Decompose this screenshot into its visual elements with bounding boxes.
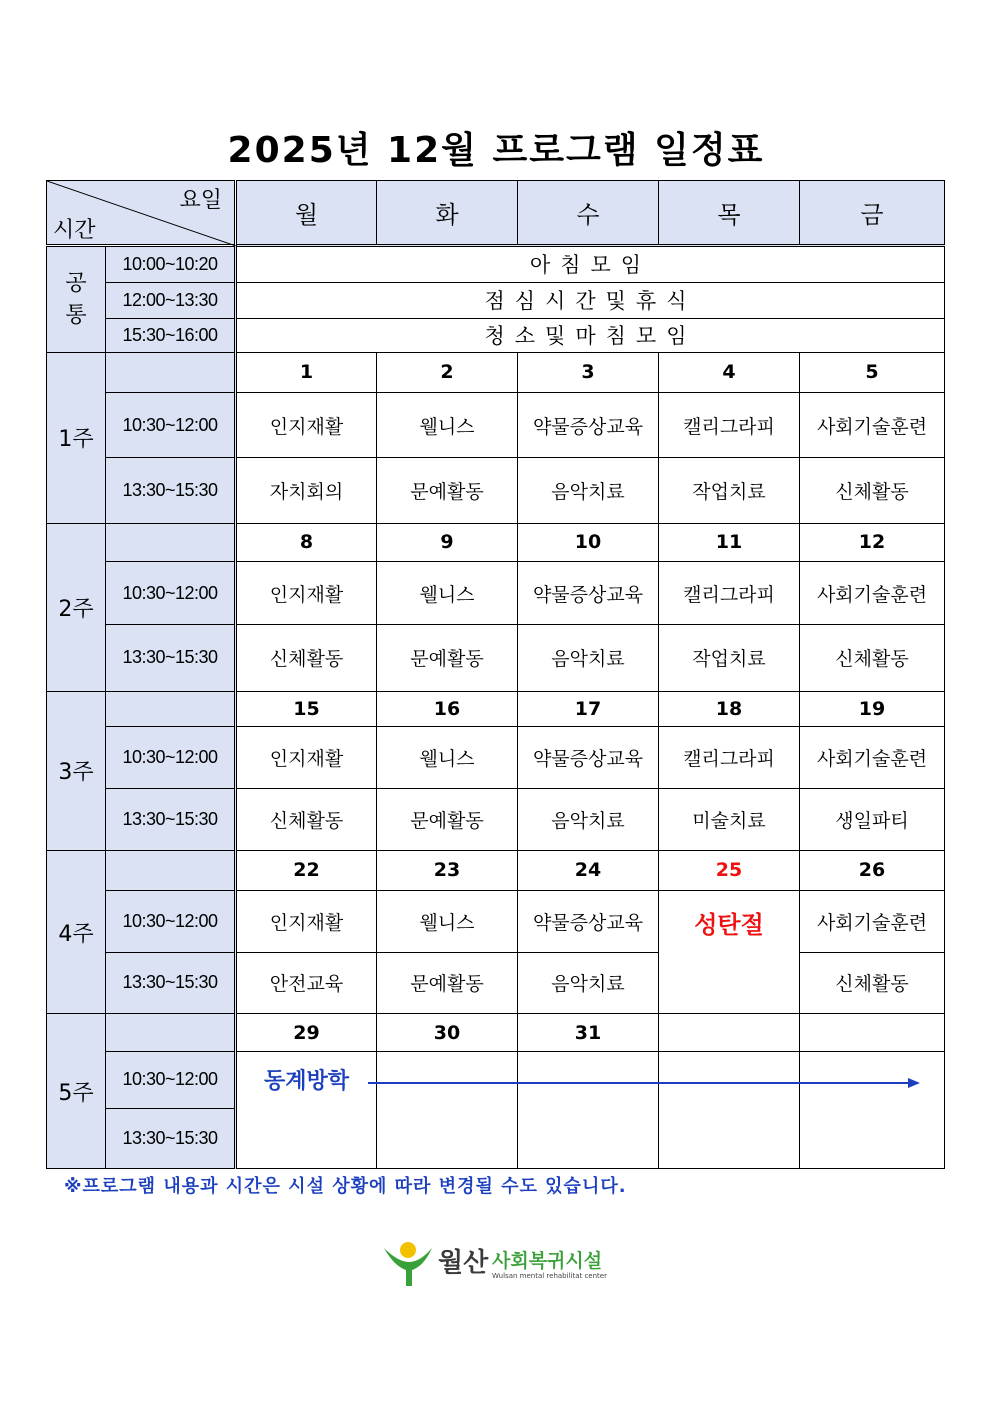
program-cell: 안전교육: [236, 952, 377, 1013]
program-cell: 웰니스: [377, 890, 518, 952]
common-activity: 아침모임: [236, 246, 945, 282]
day-header-mon: 월: [236, 181, 377, 246]
vacation-cell: [236, 1052, 377, 1169]
program-cell: 웰니스: [377, 393, 518, 458]
slot-time: 13:30~15:30: [106, 789, 236, 851]
program-cell: 사회기술훈련: [800, 726, 945, 788]
date-cell: 23: [377, 851, 518, 890]
program-cell: 신체활동: [800, 625, 945, 691]
program-cell: 신체활동: [800, 952, 945, 1013]
empty-cell: [518, 1052, 659, 1169]
empty-cell: [659, 1052, 800, 1169]
date-cell: 8: [236, 523, 377, 561]
program-cell: 음악치료: [518, 789, 659, 851]
date-cell: 16: [377, 691, 518, 726]
facility-logo: [380, 1240, 620, 1288]
program-cell: 신체활동: [800, 458, 945, 523]
program-cell: 생일파티: [800, 789, 945, 851]
common-time: 10:00~10:20: [106, 246, 236, 282]
common-activity: 점심시간및휴식: [236, 282, 945, 318]
date-cell: 4: [659, 352, 800, 392]
program-cell: 작업치료: [659, 458, 800, 523]
date-cell: 15: [236, 691, 377, 726]
date-cell: 11: [659, 523, 800, 561]
slot-time: 10:30~12:00: [106, 561, 236, 624]
slot-time: 10:30~12:00: [106, 1052, 236, 1108]
date-cell: 17: [518, 691, 659, 726]
date-cell: 24: [518, 851, 659, 890]
slot-time: 13:30~15:30: [106, 1108, 236, 1168]
program-cell: 인지재활: [236, 561, 377, 624]
empty-cell: [800, 1052, 945, 1169]
common-time: 12:00~13:30: [106, 282, 236, 318]
day-header-tue: 화: [377, 181, 518, 246]
program-cell: 음악치료: [518, 625, 659, 691]
date-row-blank: [106, 523, 236, 561]
corner-day-label: 요일: [179, 188, 222, 213]
date-row-blank: [106, 851, 236, 890]
program-cell: 웰니스: [377, 561, 518, 624]
day-header-thu: 목: [659, 181, 800, 246]
holiday-cell: 성탄절: [659, 890, 800, 1014]
common-time: 15:30~16:00: [106, 318, 236, 352]
logo-english: Wulsan mental rehabilitat center: [492, 1272, 607, 1280]
program-cell: 약물증상교육: [518, 726, 659, 788]
program-cell: 미술치료: [659, 789, 800, 851]
date-cell: 29: [236, 1014, 377, 1052]
program-cell: 작업치료: [659, 625, 800, 691]
logo-name: 월산: [438, 1248, 489, 1278]
program-cell: 음악치료: [518, 952, 659, 1013]
program-cell: 문예활동: [377, 625, 518, 691]
common-activity: 청소및마침모임: [236, 318, 945, 352]
slot-time: 13:30~15:30: [106, 458, 236, 523]
program-cell: 캘리그라피: [659, 726, 800, 788]
date-cell: 30: [377, 1014, 518, 1052]
program-cell: 약물증상교육: [518, 890, 659, 952]
week-label: 2주: [47, 523, 106, 691]
logo-subtitle: 사회복귀시설: [492, 1250, 603, 1272]
slot-time: 10:30~12:00: [106, 393, 236, 458]
corner-header: [47, 181, 236, 246]
date-cell: 2: [377, 352, 518, 392]
slot-time: 10:30~12:00: [106, 726, 236, 788]
date-cell: [659, 1014, 800, 1052]
day-header-fri: 금: [800, 181, 945, 246]
date-cell: 9: [377, 523, 518, 561]
program-cell: 문예활동: [377, 789, 518, 851]
date-cell: 31: [518, 1014, 659, 1052]
program-cell: 약물증상교육: [518, 561, 659, 624]
program-cell: 사회기술훈련: [800, 561, 945, 624]
program-cell: 신체활동: [236, 625, 377, 691]
logo-mark-icon: [380, 1240, 436, 1288]
program-cell: 신체활동: [236, 789, 377, 851]
date-row-blank: [106, 1014, 236, 1052]
program-cell: 약물증상교육: [518, 393, 659, 458]
week-label: 4주: [47, 851, 106, 1014]
program-cell: 캘리그라피: [659, 561, 800, 624]
date-cell: 10: [518, 523, 659, 561]
program-cell: 문예활동: [377, 458, 518, 523]
program-cell: 인지재활: [236, 726, 377, 788]
schedule-table: [46, 180, 945, 1169]
date-cell: [800, 1014, 945, 1052]
slot-time: 10:30~12:00: [106, 890, 236, 952]
date-cell: 19: [800, 691, 945, 726]
date-cell: 22: [236, 851, 377, 890]
date-row-blank: [106, 352, 236, 392]
program-cell: 자치회의: [236, 458, 377, 523]
date-cell: 1: [236, 352, 377, 392]
common-label: 공 통: [47, 246, 106, 353]
program-cell: 사회기술훈련: [800, 393, 945, 458]
date-cell: 18: [659, 691, 800, 726]
program-cell: 문예활동: [377, 952, 518, 1013]
empty-cell: [377, 1052, 518, 1169]
program-cell: 웰니스: [377, 726, 518, 788]
date-cell: 3: [518, 352, 659, 392]
slot-time: 13:30~15:30: [106, 625, 236, 691]
date-cell: 12: [800, 523, 945, 561]
vacation-label: 동계방학: [263, 1069, 349, 1095]
day-header-wed: 수: [518, 181, 659, 246]
program-cell: 인지재활: [236, 890, 377, 952]
program-cell: 캘리그라피: [659, 393, 800, 458]
date-row-blank: [106, 691, 236, 726]
corner-time-label: 시간: [53, 218, 96, 244]
program-cell: 사회기술훈련: [800, 890, 945, 952]
date-cell: 5: [800, 352, 945, 392]
date-cell-holiday: 25: [659, 851, 800, 890]
week-label: 1주: [47, 352, 106, 523]
week-label: 5주: [47, 1014, 106, 1169]
slot-time: 13:30~15:30: [106, 952, 236, 1013]
program-cell: 음악치료: [518, 458, 659, 523]
page-title: 2025년 12월 프로그램 일정표: [227, 130, 765, 171]
footnote: ※프로그램 내용과 시간은 시설 상황에 따라 변경될 수도 있습니다.: [64, 1176, 627, 1197]
week-label: 3주: [47, 691, 106, 851]
date-cell: 26: [800, 851, 945, 890]
program-cell: 인지재활: [236, 393, 377, 458]
